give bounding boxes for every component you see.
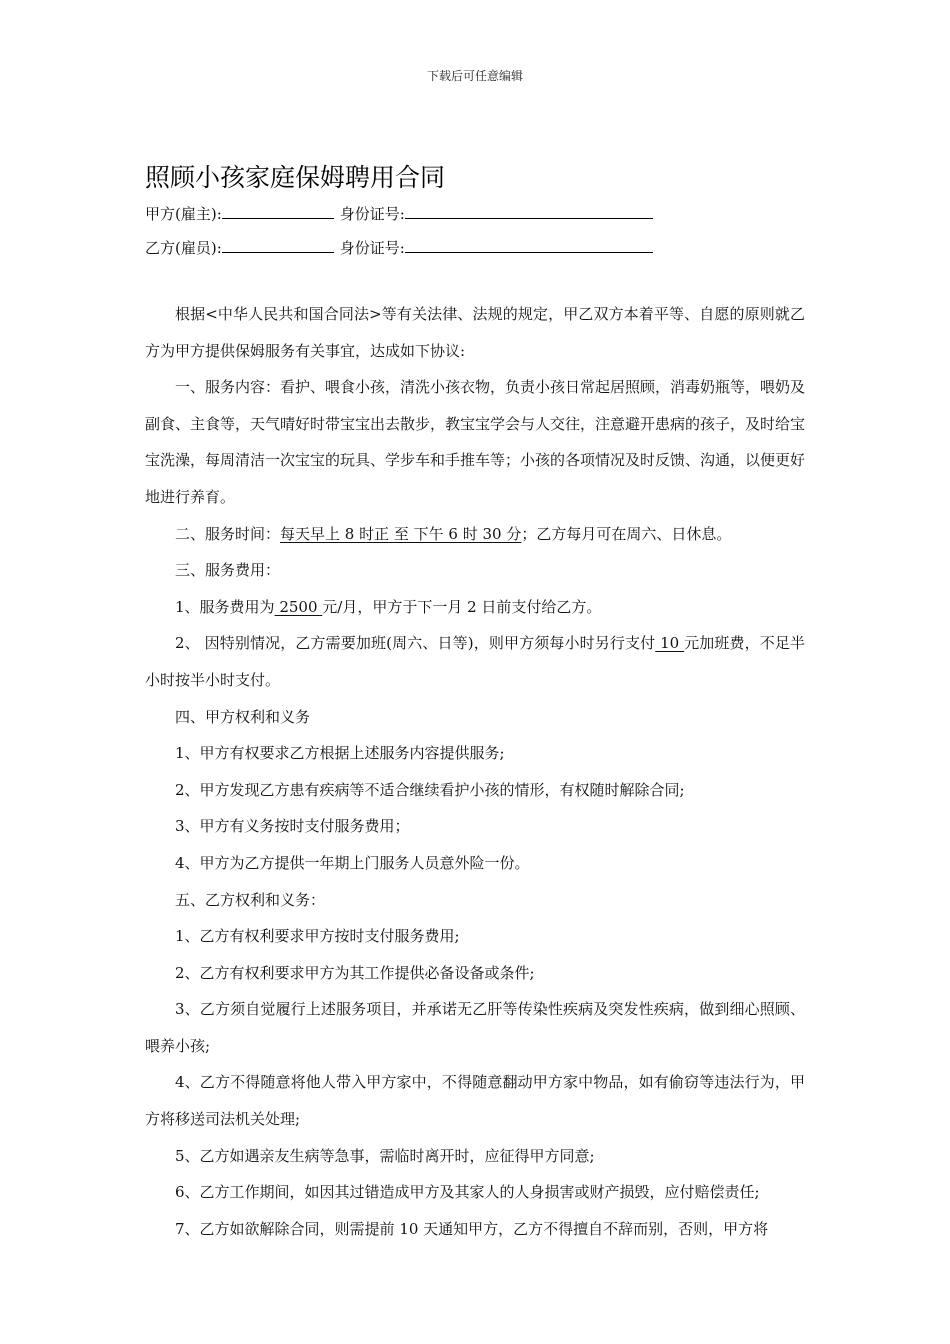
paragraph-party-b-7: 7、乙方如欲解除合同，则需提前 10 天通知甲方，乙方不得擅自不辞而别，否则，甲方将 <box>175 1219 769 1238</box>
paragraph-party-b-2: 2、乙方有权利要求甲方为其工作提供必备设备或条件; <box>175 963 535 982</box>
paragraph-fee-monthly <box>145 589 805 626</box>
paragraph-party-b-6: 6、乙方工作期间，如因其过错造成甲方及其家人的人身损害或财产损毁，应付赔偿责任; <box>175 1183 760 1202</box>
paragraph-party-a-1: 1、甲方有权要求乙方根据上述服务内容提供服务; <box>175 744 505 763</box>
party-a-id-blank <box>405 202 653 219</box>
fee-monthly-suffix: 元/月，甲方于下一月 2 日前支付给乙方。 <box>322 597 602 616</box>
paragraph-party-a-heading: 四、甲方权利和义务 <box>175 707 311 726</box>
paragraph-party-b-1: 1、乙方有权利要求甲方按时支付服务费用; <box>175 927 460 946</box>
paragraph-fee-heading: 三、服务费用： <box>175 561 281 580</box>
fee-monthly-amount: 2500 <box>274 597 323 616</box>
paragraph-preamble: 根据<中华人民共和国合同法>等有关法律、法规的规定，甲乙双方本着平等、自愿的原则就乙方为甲方提供保姆服务有关事宜，达成如下协议: <box>145 305 805 360</box>
party-a-name-blank <box>222 202 334 219</box>
service-time-prefix: 二、服务时间： <box>175 524 281 543</box>
paragraph-party-a-3: 3、甲方有义务按时支付服务费用； <box>175 817 410 836</box>
party-b-line <box>145 236 653 258</box>
party-b-id-blank <box>405 236 653 253</box>
party-b-label: 乙方(雇员): <box>145 239 222 257</box>
contract-body <box>145 296 805 1247</box>
paragraph-service-content: 一、服务内容：看护、喂食小孩，清洗小孩衣物，负责小孩日常起居照顾，消毒奶瓶等，喂奶及副食、主食等，天气晴好时带宝宝出去散步，教宝宝学会与人交往，注意避开患病的孩子，及时给宝宝洗澡，每周清洁一次宝宝的玩具、学步车和手推车等；小孩的各项情况及时反馈、沟通，以便更好地进行养育。 <box>145 378 806 506</box>
party-a-label: 甲方(雇主): <box>145 205 222 223</box>
party-b-id-label: 身份证号: <box>339 239 405 257</box>
service-time-hours: 每天早上 8 时正 至 下午 6 时 30 分 <box>280 524 522 543</box>
fee-overtime-amount: 10 <box>655 634 685 653</box>
paragraph-service-time <box>145 516 805 553</box>
fee-monthly-prefix: 1、服务费用为 <box>175 597 275 616</box>
paragraph-party-b-4: 4、乙方不得随意将他人带入甲方家中，不得随意翻动甲方家中物品，如有偷窃等违法行为，甲方将移送司法机关处理; <box>145 1073 805 1129</box>
party-a-line <box>145 202 653 224</box>
service-time-suffix: ；乙方每月可在周六、日休息。 <box>521 524 732 543</box>
party-b-name-blank <box>222 236 334 253</box>
paragraph-party-a-4: 4、甲方为乙方提供一年期上门服务人员意外险一份。 <box>175 853 530 872</box>
paragraph-party-a-2: 2、甲方发现乙方患有疾病等不适合继续看护小孩的情形，有权随时解除合同; <box>175 780 685 799</box>
fee-overtime-suffix: 元加班费，不足半小时按半小时支付。 <box>145 634 805 689</box>
contract-title: 照顾小孩家庭保姆聘用合同 <box>145 163 446 192</box>
fee-overtime-prefix: 2、 因特别情况，乙方需要加班(周六、日等)，则甲方须每小时另行支付 <box>175 634 656 653</box>
paragraph-party-b-3: 3、乙方须自觉履行上述服务项目，并承诺无乙肝等传染性疾病及突发性疾病，做到细心照顾、喂养小孩; <box>145 1000 805 1055</box>
party-a-id-label: 身份证号: <box>339 205 405 223</box>
paragraph-party-b-5: 5、乙方如遇亲友生病等急事，需临时离开时，应征得甲方同意; <box>175 1146 595 1165</box>
page-header-note: 下载后可任意编辑 <box>426 69 523 83</box>
paragraph-fee-overtime <box>145 625 805 698</box>
paragraph-party-b-heading: 五、乙方权利和义务： <box>175 890 326 909</box>
